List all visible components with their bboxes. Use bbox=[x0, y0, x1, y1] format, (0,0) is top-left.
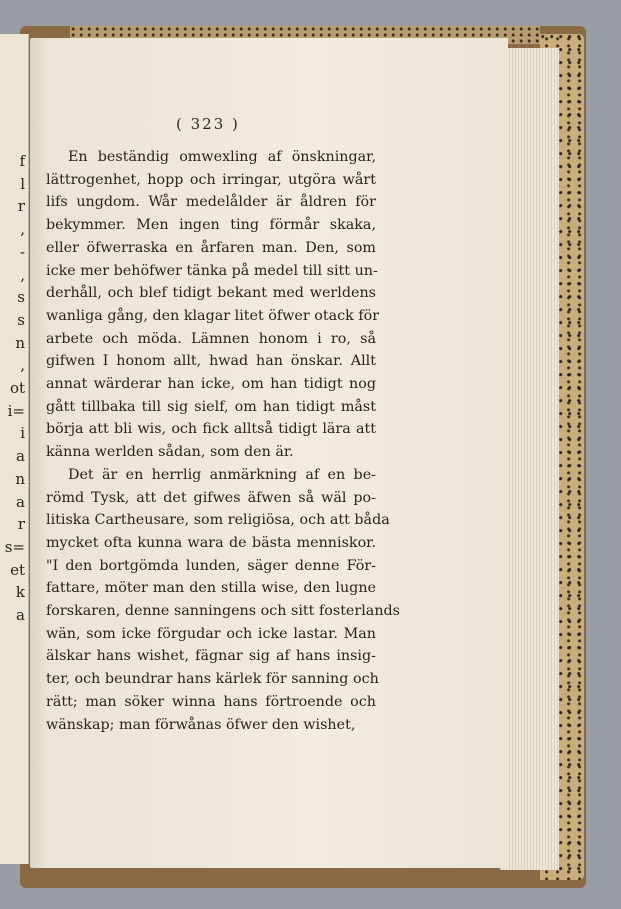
page-fore-edge bbox=[500, 48, 559, 870]
text-line: icke mer behöfwer tänka på medel till sitt un- bbox=[46, 262, 378, 279]
left-page-edge bbox=[0, 34, 29, 864]
text-line: känna werlden sådan, som den är. bbox=[46, 444, 294, 461]
text-line: forskaren, denne sanningens och sitt fosterlands bbox=[46, 603, 401, 620]
left-page-fragment: s= bbox=[4, 537, 25, 556]
left-page-fragment: a bbox=[16, 492, 25, 511]
text-line: annat wärderar han icke, om han tidigt nog bbox=[46, 376, 376, 393]
left-page-fragment: ot bbox=[9, 379, 25, 397]
text-line: lättrogenhet, hopp och irringar, utgöra wårt bbox=[46, 171, 376, 188]
left-page-fragment: n bbox=[15, 333, 25, 352]
text-line: "I den bortgömda lunden, säger denne För- bbox=[46, 557, 376, 574]
text-line: börja att bli wis, och fick alltså tidigt lära att bbox=[46, 421, 376, 438]
text-line: lifs ungdom. Wår medelålder är åldren för bbox=[46, 194, 376, 211]
paragraph-2 bbox=[46, 464, 401, 736]
left-page-fragment: f bbox=[19, 152, 25, 170]
left-page-fragment: s bbox=[17, 310, 25, 329]
left-page-fragment: r bbox=[17, 515, 25, 534]
text-line: wänskap; man förwånas öfwer den wishet, bbox=[46, 716, 356, 733]
text-line: Det är en herrlig anmärkning af en be- bbox=[68, 466, 376, 483]
text-line: ter, och beundrar hans kärlek för sanning och bbox=[46, 671, 379, 688]
page-number: ( 323 ) bbox=[176, 115, 240, 133]
text-line: litiska Cartheusare, som religiösa, och att båda bbox=[46, 512, 390, 529]
text-line: rätt; man söker winna hans förtroende och bbox=[46, 693, 376, 710]
text-line: derhåll, och blef tidigt bekant med werldens bbox=[46, 285, 376, 302]
left-page-fragment: , bbox=[20, 356, 25, 375]
text-line: wän, som icke förgudar och icke lastar. Man bbox=[46, 625, 376, 642]
left-page-fragment: - bbox=[19, 242, 25, 261]
text-line: älskar hans wishet, fägnar sig af hans insig- bbox=[46, 648, 376, 665]
text-line: arbete och möda. Lämnen honom i ro, så bbox=[46, 330, 376, 347]
left-page-fragment: , bbox=[20, 220, 25, 239]
left-page-fragment: k bbox=[15, 583, 25, 602]
left-page-fragment: a bbox=[16, 606, 25, 624]
paragraph-1 bbox=[46, 146, 380, 464]
left-page-fragment: i= bbox=[7, 401, 25, 420]
left-page-fragment: n bbox=[15, 469, 25, 488]
left-page-fragment: , bbox=[20, 265, 25, 284]
text-line: wanliga gång, den klagar litet öfwer otack för bbox=[46, 307, 380, 324]
text-line: bekymmer. Men ingen ting förmår skaka, bbox=[46, 217, 376, 234]
text-line: gått tillbaka till sig sielf, om han tidigt måst bbox=[46, 398, 376, 415]
text-line: römd Tysk, att det gifwes äfwen så wäl po- bbox=[46, 489, 376, 506]
text-line: eller öfwerraska en årfaren man. Den, som bbox=[46, 239, 376, 256]
left-page-fragment: s bbox=[17, 288, 25, 307]
left-page-fragment: et bbox=[10, 560, 25, 579]
left-page-fragment: l bbox=[20, 174, 25, 193]
text-line: gifwen I honom allt, hwad han önskar. Allt bbox=[46, 353, 376, 370]
left-page-fragment: r bbox=[17, 197, 25, 216]
left-page-fragment: i bbox=[20, 424, 25, 443]
page-text bbox=[46, 146, 401, 736]
text-line: En beständig omwexling af önskningar, bbox=[68, 149, 376, 165]
text-line: mycket ofta kunna wara de bästa menniskor. bbox=[46, 534, 376, 551]
text-line: fattare, möter man den stilla wise, den lugne bbox=[46, 580, 376, 597]
left-page-fragment: a bbox=[16, 447, 25, 466]
